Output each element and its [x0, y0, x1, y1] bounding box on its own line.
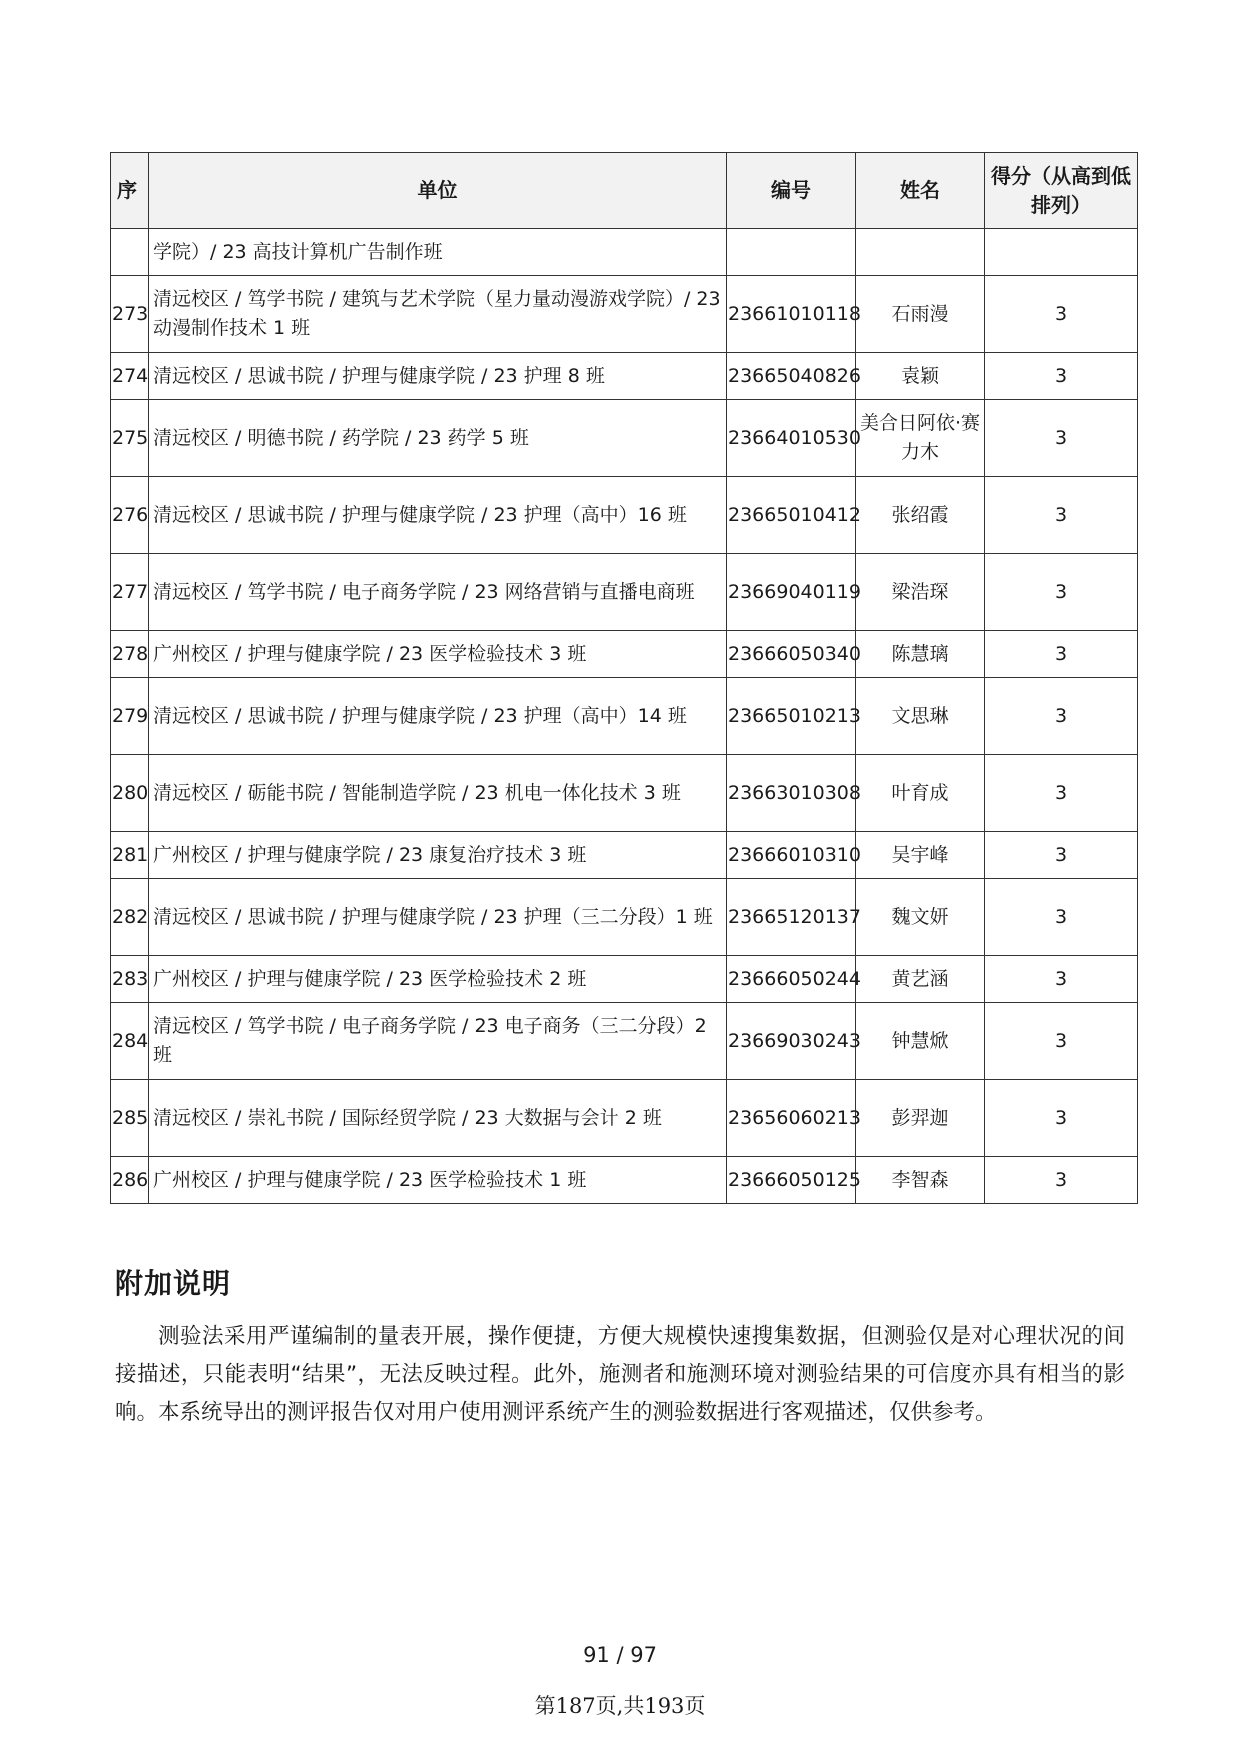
cell-seq: 284	[111, 1003, 149, 1080]
cell-unit: 广州校区 / 护理与健康学院 / 23 康复治疗技术 3 班	[149, 832, 727, 879]
cell-unit: 清远校区 / 笃学书院 / 电子商务学院 / 23 电子商务（三二分段）2 班	[149, 1003, 727, 1080]
header-id: 编号	[727, 153, 856, 229]
cell-id: 23666050125	[727, 1157, 856, 1204]
cell-unit: 学院）/ 23 高技计算机广告制作班	[149, 229, 727, 276]
table-row	[111, 832, 1138, 879]
cell-name: 钟慧焮	[856, 1003, 985, 1080]
table-row	[111, 554, 1138, 631]
cell-score	[985, 229, 1138, 276]
cell-unit: 清远校区 / 思诚书院 / 护理与健康学院 / 23 护理（三二分段）1 班	[149, 879, 727, 956]
table-row	[111, 276, 1138, 353]
table-row	[111, 631, 1138, 678]
cell-score: 3	[985, 1003, 1138, 1080]
cell-unit: 清远校区 / 笃学书院 / 电子商务学院 / 23 网络营销与直播电商班	[149, 554, 727, 631]
cell-name: 吴宇峰	[856, 832, 985, 879]
header-unit: 单位	[149, 153, 727, 229]
cell-seq	[111, 229, 149, 276]
cell-seq: 277	[111, 554, 149, 631]
header-score: 得分（从高到低排列）	[985, 153, 1138, 229]
cell-score: 3	[985, 400, 1138, 477]
cell-score: 3	[985, 477, 1138, 554]
cell-seq: 283	[111, 956, 149, 1003]
table-row	[111, 755, 1138, 832]
cell-id	[727, 229, 856, 276]
cell-name: 陈慧璃	[856, 631, 985, 678]
notes-body: 测验法采用严谨编制的量表开展，操作便捷，方便大规模快速搜集数据，但测验仅是对心理状况的间接描述，只能表明“结果”，无法反映过程。此外，施测者和施测环境对测验结果的可信度亦具有相当的影响。本系统导出的测评报告仅对用户使用测评系统产生的测验数据进行客观描述，仅供参考。	[115, 1324, 1125, 1425]
cell-id: 23665040826	[727, 353, 856, 400]
cell-name: 张绍霞	[856, 477, 985, 554]
cell-unit: 广州校区 / 护理与健康学院 / 23 医学检验技术 2 班	[149, 956, 727, 1003]
cell-name: 文思琳	[856, 678, 985, 755]
cell-id: 23664010530	[727, 400, 856, 477]
cell-unit: 清远校区 / 思诚书院 / 护理与健康学院 / 23 护理 8 班	[149, 353, 727, 400]
table-header-row	[111, 153, 1138, 229]
page-number: 91 / 97	[583, 1643, 657, 1667]
score-table	[110, 152, 1138, 1204]
table-row	[111, 229, 1138, 276]
cell-name: 魏文妍	[856, 879, 985, 956]
cell-seq: 274	[111, 353, 149, 400]
cell-id: 23663010308	[727, 755, 856, 832]
cell-score: 3	[985, 631, 1138, 678]
cell-name: 叶育成	[856, 755, 985, 832]
cell-unit: 广州校区 / 护理与健康学院 / 23 医学检验技术 3 班	[149, 631, 727, 678]
cell-id: 23656060213	[727, 1080, 856, 1157]
cell-id: 23665010213	[727, 678, 856, 755]
table-row	[111, 956, 1138, 1003]
cell-seq: 275	[111, 400, 149, 477]
table-row	[111, 477, 1138, 554]
cell-seq: 285	[111, 1080, 149, 1157]
cell-name: 石雨漫	[856, 276, 985, 353]
cell-seq: 281	[111, 832, 149, 879]
cell-name	[856, 229, 985, 276]
header-name: 姓名	[856, 153, 985, 229]
cell-score: 3	[985, 276, 1138, 353]
table-row	[111, 1080, 1138, 1157]
cell-id: 23666050244	[727, 956, 856, 1003]
notes-title: 附加说明	[115, 1267, 232, 1300]
cell-name: 李智森	[856, 1157, 985, 1204]
cell-id: 23669040119	[727, 554, 856, 631]
header-seq: 序	[111, 153, 149, 229]
cell-id: 23665120137	[727, 879, 856, 956]
cell-score: 3	[985, 678, 1138, 755]
cell-unit: 清远校区 / 砺能书院 / 智能制造学院 / 23 机电一体化技术 3 班	[149, 755, 727, 832]
cell-unit: 清远校区 / 思诚书院 / 护理与健康学院 / 23 护理（高中）16 班	[149, 477, 727, 554]
table-row	[111, 879, 1138, 956]
table-row	[111, 1003, 1138, 1080]
cell-score: 3	[985, 956, 1138, 1003]
table-row	[111, 400, 1138, 477]
cell-id: 23665010412	[727, 477, 856, 554]
cell-seq: 278	[111, 631, 149, 678]
cell-id: 23669030243	[727, 1003, 856, 1080]
cell-seq: 276	[111, 477, 149, 554]
table-row	[111, 353, 1138, 400]
cell-name: 黄艺涵	[856, 956, 985, 1003]
cell-score: 3	[985, 554, 1138, 631]
cell-name: 梁浩琛	[856, 554, 985, 631]
cell-seq: 280	[111, 755, 149, 832]
cell-name: 彭羿迦	[856, 1080, 985, 1157]
cell-unit: 清远校区 / 思诚书院 / 护理与健康学院 / 23 护理（高中）14 班	[149, 678, 727, 755]
cell-unit: 清远校区 / 明德书院 / 药学院 / 23 药学 5 班	[149, 400, 727, 477]
table-row	[111, 678, 1138, 755]
cell-score: 3	[985, 879, 1138, 956]
cell-seq: 282	[111, 879, 149, 956]
cell-name: 袁颖	[856, 353, 985, 400]
cell-seq: 279	[111, 678, 149, 755]
cell-score: 3	[985, 1157, 1138, 1204]
cell-score: 3	[985, 832, 1138, 879]
cell-unit: 广州校区 / 护理与健康学院 / 23 医学检验技术 1 班	[149, 1157, 727, 1204]
cell-unit: 清远校区 / 笃学书院 / 建筑与艺术学院（星力量动漫游戏学院）/ 23 动漫制作技术 1 班	[149, 276, 727, 353]
cell-id: 23666050340	[727, 631, 856, 678]
cell-score: 3	[985, 353, 1138, 400]
cell-name: 美合日阿依·赛力木	[856, 400, 985, 477]
cell-id: 23661010118	[727, 276, 856, 353]
cell-score: 3	[985, 755, 1138, 832]
cell-seq: 286	[111, 1157, 149, 1204]
cell-unit: 清远校区 / 崇礼书院 / 国际经贸学院 / 23 大数据与会计 2 班	[149, 1080, 727, 1157]
table-row	[111, 1157, 1138, 1204]
cell-score: 3	[985, 1080, 1138, 1157]
page-footer: 第187页,共193页	[534, 1694, 706, 1718]
cell-id: 23666010310	[727, 832, 856, 879]
cell-seq: 273	[111, 276, 149, 353]
